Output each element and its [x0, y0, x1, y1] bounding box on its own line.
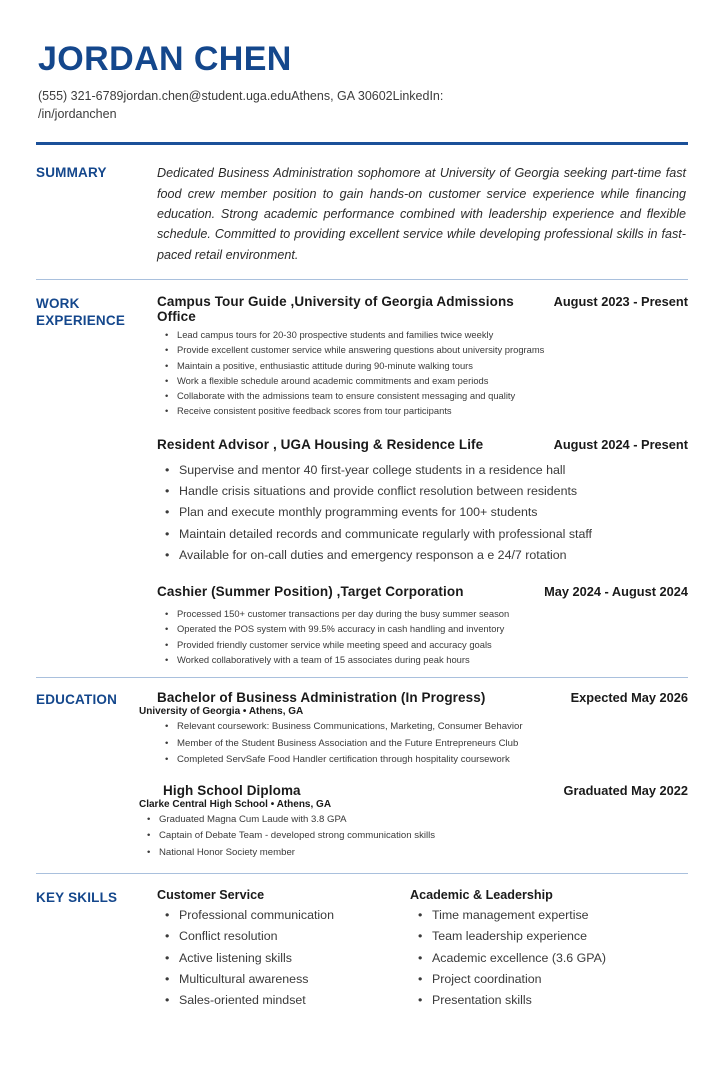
- entry-spacer: [157, 773, 688, 783]
- job-bullet: • Work a flexible schedule around academic commitments and exam periods: [177, 373, 688, 388]
- education-bullet: • Graduated Magna Cum Laude with 3.8 GPA: [159, 812, 688, 829]
- degree-title: Bachelor of Business Administration (In Progress): [157, 690, 486, 706]
- skill-item: • Professional communication: [179, 905, 410, 926]
- resume-page: [0, 42, 724, 1012]
- job-bullet: • Handle crisis situations and provide conflict resolution between residents: [179, 481, 688, 502]
- skill-item: • Conflict resolution: [179, 926, 410, 947]
- education-entry-head: [157, 783, 688, 798]
- education-bullet: • Completed ServSafe Food Handler certification through hospitality coursework: [177, 752, 688, 769]
- work-entry: [157, 584, 688, 667]
- work-entry-head: [157, 437, 688, 452]
- degree-date: Graduated May 2022: [563, 782, 688, 798]
- skills-column-heading: Customer Service: [157, 888, 265, 903]
- job-bullet: • Plan and execute monthly programming events for 100+ students: [179, 502, 688, 523]
- job-date: May 2024 - August 2024: [544, 584, 688, 600]
- work-entry-head: [157, 584, 688, 599]
- entry-spacer: [157, 570, 688, 584]
- job-date: August 2023 - Present: [553, 294, 688, 310]
- education-bullet-list: [139, 812, 688, 862]
- education-bullet: • Member of the Student Business Association and the Future Entrepreneurs Club: [177, 736, 688, 753]
- education-entry: [139, 690, 688, 769]
- job-bullet-list: [157, 327, 688, 418]
- work-entry: [157, 294, 688, 418]
- skill-item: • Active listening skills: [179, 948, 410, 969]
- work-entries: [157, 294, 688, 671]
- job-bullet: • Provide excellent customer service while answering questions about university programs: [177, 342, 688, 357]
- section-work-experience: [36, 280, 688, 677]
- job-bullet: • Maintain a positive, enthusiastic attitude during 90-minute walking tours: [177, 358, 688, 373]
- candidate-name: JORDAN CHEN: [38, 40, 292, 78]
- job-bullet: • Collaborate with the admissions team to ensure consistent messaging and quality: [177, 388, 688, 403]
- skills-column: [410, 888, 688, 1012]
- skill-item: • Team leadership experience: [432, 926, 688, 947]
- section-label-summary: SUMMARY: [36, 165, 107, 181]
- resume-header: [36, 42, 688, 124]
- job-title: Campus Tour Guide ,University of Georgia Admissions Office: [157, 294, 514, 325]
- job-title: Cashier (Summer Position) ,Target Corporation: [157, 584, 464, 600]
- degree-title: High School Diploma: [163, 782, 301, 798]
- section-label-work-experience: [36, 294, 157, 330]
- school-name: Clarke Central High School • Athens, GA: [139, 798, 332, 810]
- education-bullet: • Relevant coursework: Business Communications, Marketing, Consumer Behavior: [177, 719, 688, 736]
- job-bullet: • Worked collaboratively with a team of 15 associates during peak hours: [177, 652, 688, 667]
- skill-item: • Sales-oriented mindset: [179, 990, 410, 1011]
- education-entry-head: [157, 690, 688, 705]
- job-bullet: • Supervise and mentor 40 first-year college students in a residence hall: [179, 460, 688, 481]
- job-bullet: • Operated the POS system with 99.5% accuracy in cash handling and inventory: [177, 621, 688, 636]
- skill-item: • Multicultural awareness: [179, 969, 410, 990]
- work-entry: [157, 437, 688, 567]
- skills-column: [157, 888, 410, 1012]
- job-bullet: • Receive consistent positive feedback scores from tour participants: [177, 403, 688, 418]
- skills-column-heading: Academic & Leadership: [410, 888, 553, 903]
- job-bullet: • Provided friendly customer service while meeting speed and accuracy goals: [177, 637, 688, 652]
- skills-columns: [157, 888, 688, 1012]
- section-key-skills: [36, 874, 688, 1012]
- job-bullet: • Available for on-call duties and emergency responson a e 24/7 rotation: [179, 545, 688, 566]
- skills-list: [410, 905, 688, 1012]
- summary-body: [157, 163, 688, 265]
- job-bullet: • Lead campus tours for 20-30 prospective students and families twice weekly: [177, 327, 688, 342]
- work-entry-head: [157, 294, 688, 324]
- skill-item: • Academic excellence (3.6 GPA): [432, 948, 688, 969]
- section-summary: [36, 145, 688, 279]
- job-bullet-list: [157, 460, 688, 567]
- education-entries: [139, 690, 688, 865]
- entry-spacer: [157, 423, 688, 437]
- section-label-work-line2: EXPERIENCE: [36, 313, 126, 329]
- section-label-work-line1: WORK: [36, 296, 80, 312]
- job-bullet: • Maintain detailed records and communicate regularly with professional staff: [179, 524, 688, 545]
- skill-item: • Project coordination: [432, 969, 688, 990]
- summary-text: Dedicated Business Administration sophomore at University of Georgia seeking part-time fast food crew member position to gain hands-on customer service experience while financing education. Strong academic performance combined with leadership experience and flexible schedule. Committed to providing excellent service while developing professional skills in fast-paced retail environment.: [157, 166, 686, 262]
- job-date: August 2024 - Present: [553, 436, 688, 452]
- skills-list: [157, 905, 410, 1012]
- degree-date: Expected May 2026: [570, 690, 688, 706]
- skill-item: • Presentation skills: [432, 990, 688, 1011]
- education-bullet: • Captain of Debate Team - developed strong communication skills: [159, 828, 688, 845]
- education-bullet-list: [157, 719, 688, 769]
- education-bullet: • National Honor Society member: [159, 845, 688, 862]
- section-label-key-skills: KEY SKILLS: [36, 890, 118, 906]
- section-education: [36, 678, 688, 873]
- section-label-education: EDUCATION: [36, 692, 118, 708]
- job-title: Resident Advisor , UGA Housing & Residence Life: [157, 436, 484, 452]
- job-bullet-list: [157, 606, 688, 667]
- skill-item: • Time management expertise: [432, 905, 688, 926]
- job-bullet: • Processed 150+ customer transactions per day during the busy summer season: [177, 606, 688, 621]
- school-name: University of Georgia • Athens, GA: [139, 706, 304, 718]
- contact-line: (555) 321-6789jordan.chen@student.uga.eduAthens, GA 30602LinkedIn: /in/jordanchen: [38, 88, 444, 122]
- education-entry: [139, 782, 688, 862]
- skills-body: [157, 888, 688, 1012]
